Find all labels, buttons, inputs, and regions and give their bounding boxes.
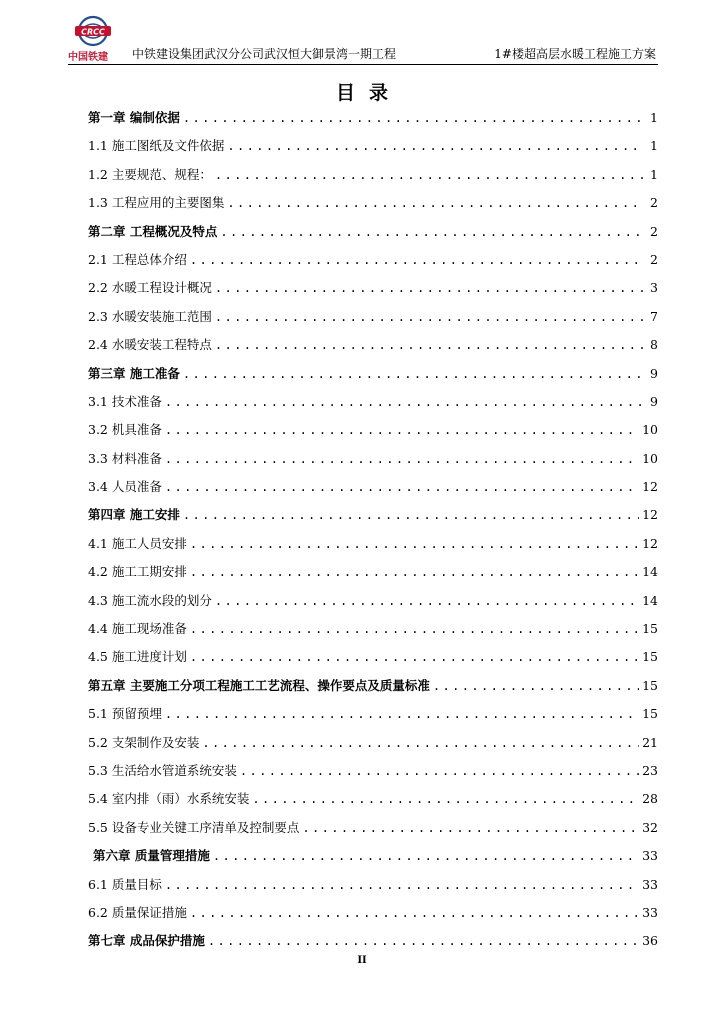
toc-entry-page: 33 (642, 904, 658, 920)
toc-dot-leader (302, 814, 639, 842)
page-title: 目录 (335, 82, 402, 104)
toc-entry-page: 1 (650, 110, 658, 125)
toc-chapter-entry[interactable] (88, 842, 658, 870)
toc-entry-page: 3 (650, 280, 658, 296)
toc-chapter-entry[interactable] (88, 672, 658, 700)
toc-dot-leader (190, 643, 639, 671)
toc-entry-label: 第六章 质量管理措施 (93, 848, 210, 864)
toc-entry-label: 第五章 主要施工分项工程施工工艺流程、操作要点及质量标准 (88, 677, 430, 693)
toc-section-entry[interactable] (88, 643, 658, 671)
toc-entry-page: 8 (650, 337, 658, 353)
toc-dot-leader (165, 473, 639, 501)
toc-dot-leader (202, 729, 639, 757)
toc-entry-label: 5.1 预留预埋 (88, 706, 162, 722)
toc-section-entry[interactable] (88, 445, 658, 473)
toc-entry-page: 15 (642, 649, 658, 665)
toc-dot-leader (215, 274, 643, 302)
toc-chapter-entry[interactable] (88, 218, 658, 246)
toc-section-entry[interactable] (88, 785, 658, 813)
toc-section-entry[interactable] (88, 274, 658, 302)
toc-entry-label: 2.4 水暖安装工程特点 (88, 337, 212, 353)
toc-section-entry[interactable] (88, 530, 658, 558)
toc-entry-page: 21 (642, 734, 658, 750)
toc-entry-label: 第一章 编制依据 (88, 110, 180, 125)
toc-section-entry[interactable] (88, 899, 658, 927)
logo-mark-text: CRCC (81, 27, 105, 37)
toc-dot-leader (190, 558, 639, 586)
toc-dot-leader (215, 303, 643, 331)
toc-section-entry[interactable] (88, 473, 658, 501)
toc-entry-label: 1.3 工程应用的主要图集 (88, 195, 225, 211)
toc-dot-leader (213, 842, 639, 870)
toc-entry-label: 第二章 工程概况及特点 (88, 223, 218, 239)
toc-section-entry[interactable] (88, 303, 658, 331)
toc-entry-page: 1 (650, 166, 658, 182)
toc-section-entry[interactable] (88, 161, 658, 189)
toc-entry-page: 1 (650, 138, 658, 154)
toc-entry-page: 10 (642, 450, 658, 466)
header-project-name: 中铁建设集团武汉分公司武汉恒大御景湾一期工程 (132, 47, 397, 61)
toc-entry-label: 6.1 质量目标 (88, 876, 162, 892)
toc-entry-label: 第三章 施工准备 (88, 365, 180, 381)
toc-entry-label: 3.2 机具准备 (88, 422, 162, 438)
toc-entry-label: 6.2 质量保证措施 (88, 904, 187, 920)
toc-chapter-entry[interactable] (88, 501, 658, 529)
toc-entry-page: 15 (642, 621, 658, 637)
toc-dot-leader (240, 757, 639, 785)
toc-entry-label: 2.1 工程总体介绍 (88, 251, 187, 267)
toc-entry-label: 3.3 材料准备 (88, 450, 162, 466)
toc-entry-page: 28 (642, 791, 658, 807)
toc-entry-page: 12 (642, 535, 658, 551)
toc-section-entry[interactable] (88, 871, 658, 899)
page-number: II (357, 955, 367, 966)
toc-entry-label: 5.2 支架制作及安装 (88, 734, 200, 750)
toc-dot-leader (190, 615, 639, 643)
toc-entry-page: 32 (642, 819, 658, 835)
toc-entry-page: 36 (642, 933, 658, 949)
toc-section-entry[interactable] (88, 615, 658, 643)
toc-entry-page: 12 (642, 479, 658, 495)
toc-dot-leader (220, 218, 643, 246)
toc-entry-label: 5.3 生活给水管道系统安装 (88, 762, 237, 778)
toc-section-entry[interactable] (88, 388, 658, 416)
toc-dot-leader (165, 388, 643, 416)
toc-dot-leader (252, 785, 639, 813)
toc-section-entry[interactable] (88, 729, 658, 757)
toc-entry-label: 2.2 水暖工程设计概况 (88, 280, 212, 296)
toc-entry-page: 2 (650, 195, 658, 211)
toc-dot-leader (165, 871, 639, 899)
toc-entry-page: 23 (642, 762, 658, 778)
toc-entry-page: 15 (642, 706, 658, 722)
toc-entry-label: 4.1 施工人员安排 (88, 535, 187, 551)
page-header (68, 14, 658, 65)
toc-dot-leader (165, 416, 639, 444)
toc-chapter-entry[interactable] (88, 927, 658, 955)
table-of-contents (88, 104, 658, 956)
toc-section-entry[interactable] (88, 132, 658, 160)
toc-entry-page: 9 (650, 365, 658, 381)
toc-dot-leader (433, 672, 639, 700)
toc-entry-page: 33 (642, 848, 658, 864)
toc-entry-page: 9 (650, 393, 658, 409)
toc-chapter-entry[interactable] (88, 360, 658, 388)
toc-entry-label: 3.1 技术准备 (88, 393, 162, 409)
toc-dot-leader (215, 331, 643, 359)
header-document-name: 1#楼超高层水暖工程施工方案 (494, 47, 656, 61)
toc-section-entry[interactable] (88, 558, 658, 586)
toc-section-entry[interactable] (88, 331, 658, 359)
toc-dot-leader (215, 587, 639, 615)
toc-entry-label: 4.5 施工进度计划 (88, 649, 187, 665)
toc-entry-page: 10 (642, 422, 658, 438)
toc-section-entry[interactable] (88, 700, 658, 728)
toc-dot-leader (190, 530, 639, 558)
toc-entry-page: 2 (650, 251, 658, 267)
toc-entry-label: 4.3 施工流水段的划分 (88, 592, 212, 608)
toc-entry-label: 1.2 主要规范、规程： (88, 166, 212, 182)
toc-dot-leader (215, 161, 643, 189)
toc-entry-page: 12 (642, 507, 658, 523)
toc-dot-leader (190, 246, 643, 274)
toc-section-entry[interactable] (88, 416, 658, 444)
toc-entry-page: 7 (650, 308, 658, 324)
toc-dot-leader (227, 189, 643, 217)
toc-dot-leader (183, 104, 643, 132)
toc-dot-leader (190, 899, 639, 927)
toc-entry-page: 33 (642, 876, 658, 892)
toc-entry-label: 5.5 设备专业关键工序清单及控制要点 (88, 819, 300, 835)
toc-entry-page: 2 (650, 223, 658, 239)
toc-entry-label: 1.1 施工图纸及文件依据 (88, 138, 225, 154)
toc-dot-leader (183, 360, 643, 388)
logo-text: 中国铁建 (68, 52, 108, 63)
toc-entry-page: 14 (642, 564, 658, 580)
toc-dot-leader (165, 700, 639, 728)
toc-entry-label: 4.4 施工现场准备 (88, 621, 187, 637)
toc-dot-leader (183, 501, 639, 529)
toc-chapter-entry[interactable] (88, 104, 658, 132)
toc-dot-leader (227, 132, 643, 160)
toc-entry-label: 4.2 施工工期安排 (88, 564, 187, 580)
toc-section-entry[interactable] (88, 189, 658, 217)
toc-section-entry[interactable] (88, 757, 658, 785)
toc-section-entry[interactable] (88, 587, 658, 615)
toc-section-entry[interactable] (88, 246, 658, 274)
toc-entry-label: 2.3 水暖安装施工范围 (88, 308, 212, 324)
toc-entry-page: 15 (642, 677, 658, 693)
toc-entry-label: 5.4 室内排（雨）水系统安装 (88, 791, 250, 807)
toc-section-entry[interactable] (88, 814, 658, 842)
toc-dot-leader (208, 927, 639, 955)
toc-entry-label: 3.4 人员准备 (88, 479, 162, 495)
toc-entry-label: 第四章 施工安排 (88, 507, 180, 523)
toc-entry-page: 14 (642, 592, 658, 608)
toc-entry-label: 第七章 成品保护措施 (88, 933, 205, 949)
toc-dot-leader (165, 445, 639, 473)
